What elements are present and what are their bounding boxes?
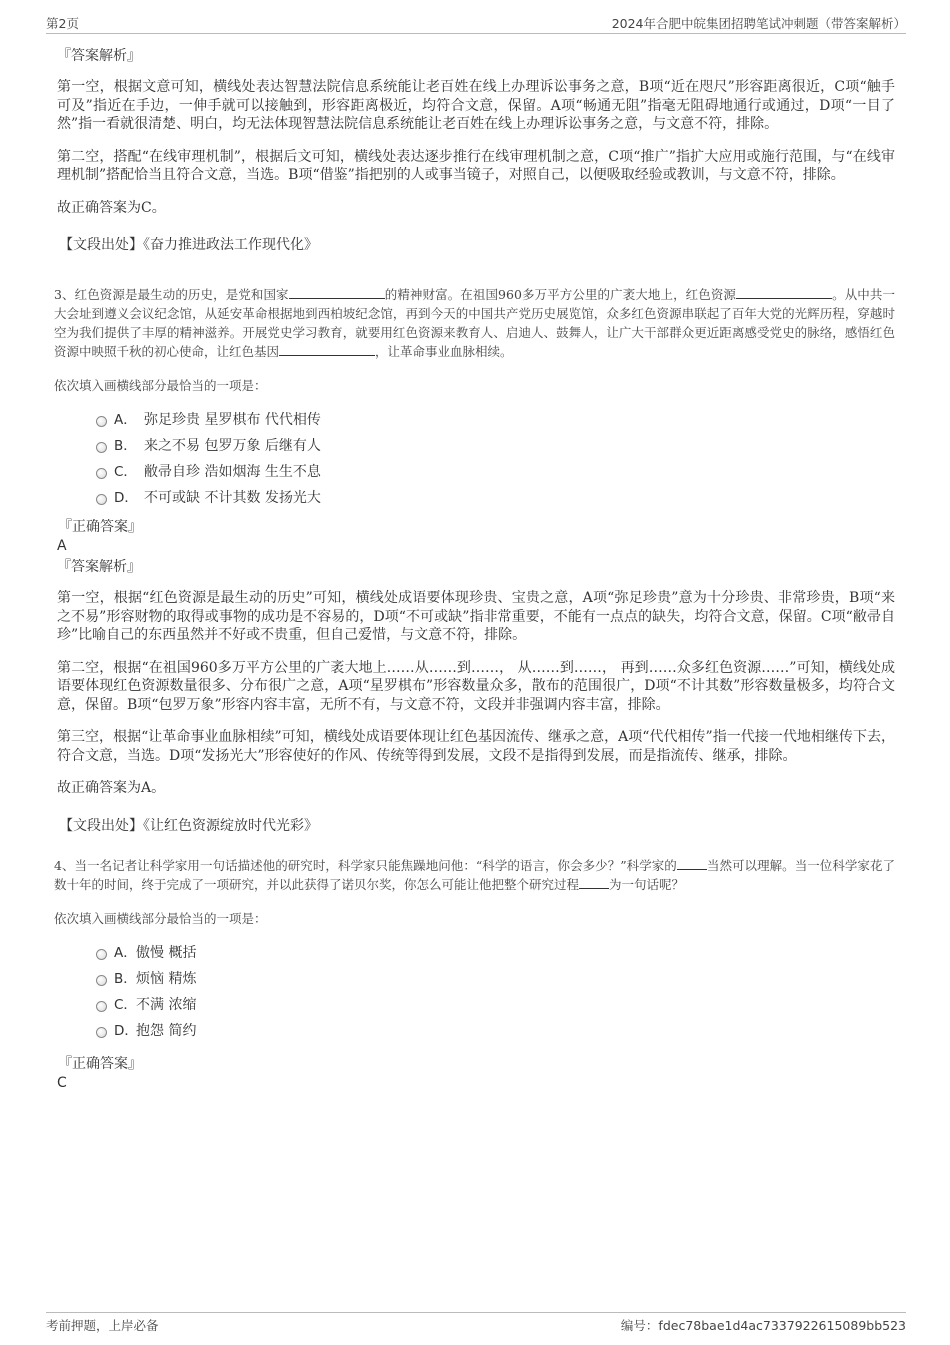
option-text: 抱怨 简约 (136, 1022, 197, 1039)
option-text: 不满 浓缩 (136, 996, 197, 1013)
source-label: 【文段出处】 (59, 237, 143, 253)
option-text: 不可或缺 不计其数 发扬光大 (144, 490, 321, 506)
option-text: 傲慢 概括 (136, 944, 197, 961)
radio-button[interactable] (96, 975, 107, 986)
q2-analysis-paragraph: 第一空，根据文意可知，横线处表达智慧法院信息系统能让老百姓在线上办理诉讼事务之意，B项“近在咫尺”形容距离很近，C项“触手可及”指近在手边，一伸手就可以接触到，形容距离极近，均符合文意，保留。A项“畅通无阻”指毫无阻碍地通行或通过，D项“一目了然”指一看就很清楚、明白，均无法体现智慧法院信息系统能让老百姓在线上办理诉讼事务之意，与文意不符，排除。 (57, 79, 895, 132)
q2-analysis-paragraph: 故正确答案为C。 (57, 199, 166, 216)
radio-button[interactable] (96, 442, 107, 453)
source-title: 《让红色资源绽放时代光彩》 (143, 817, 318, 834)
q3-stem-text: ，让革命事业血脉相续。 (375, 344, 513, 359)
q4-option-d[interactable] (96, 1020, 895, 1046)
q4-stem-text: 4、当一名记者让科学家用一句话描述他的研究时，科学家只能焦躁地问他：“科学的语言，你会多少？”科学家的 (54, 857, 677, 873)
document-code (621, 1316, 906, 1334)
fill-blank (677, 858, 707, 870)
q3-answer-label: 『正确答案』 (58, 519, 142, 535)
q3-option-c[interactable] (96, 461, 895, 487)
q4-stem-text: 为一句话呢？ (609, 876, 685, 892)
fill-blank (279, 344, 375, 356)
document-title: 2024年合肥中皖集团招聘笔试冲刺题（带答案解析） (611, 16, 906, 31)
radio-button[interactable] (96, 1001, 107, 1012)
option-text: 烦恼 精炼 (136, 970, 197, 987)
page-footer (46, 1312, 906, 1334)
radio-button[interactable] (96, 494, 107, 505)
option-text: 敝帚自珍 浩如烟海 生生不息 (144, 464, 321, 480)
q3-stem-text: 。从中共一大会址到遵义会议纪念馆，从延安革命根据地到西柏坡纪念馆，再到今天的中国共产党历史展览馆，众多红色资源串联起了百年大党的光辉历程，穿越时空为我们提供了丰厚的精神滋养。开展党史学习教育，就要用红色资源来教育人、启迪人、鼓舞人，让广大干部群众更近距离感受党史的脉络，感悟红色资源中映照千秋的初心使命，让红色基因 (54, 287, 895, 359)
q3-analysis-paragraph: 故正确答案为A。 (57, 780, 166, 796)
radio-button[interactable] (96, 1027, 107, 1038)
q3-option-d[interactable] (96, 487, 895, 513)
q3-analysis-paragraph: 第三空，根据“让革命事业血脉相续”可知，横线处成语要体现让红色基因流传、继承之意，A项“代代相传”指一代接一代地相继传下去，符合文意，当选。D项“发扬光大”形容使好的作风、传统等得到发展，文段不是指得到发展，而是指流传、继承，排除。 (57, 729, 895, 764)
radio-button[interactable] (96, 416, 107, 427)
q2-source (59, 235, 895, 255)
page-header (46, 12, 906, 34)
code-value: fdec78bae1d4ac7337922615089bb523 (658, 1318, 906, 1333)
option-letter: D． (114, 490, 138, 506)
fill-blank (579, 877, 609, 889)
source-label: 【文段出处】 (59, 817, 143, 834)
option-letter: A． (114, 412, 137, 428)
q3-option-b[interactable] (96, 435, 895, 461)
option-text: 来之不易 包罗万象 后继有人 (144, 438, 321, 454)
q4-options (96, 942, 895, 1046)
fill-blank (289, 287, 385, 299)
q4-answer-label: 『正确答案』 (58, 1055, 142, 1072)
fill-blank (736, 287, 832, 299)
option-letter: C． (114, 464, 137, 480)
page-number: 第2页 (46, 16, 79, 31)
q3-options (96, 409, 895, 513)
q3-stem-text: 3、红色资源是最生动的历史，是党和国家 (54, 287, 289, 302)
radio-button[interactable] (96, 949, 107, 960)
option-letter: B． (114, 970, 137, 987)
q3-answer-value: A (57, 538, 67, 554)
q3-option-a[interactable] (96, 409, 895, 435)
radio-button[interactable] (96, 468, 107, 479)
q4-option-a[interactable] (96, 942, 895, 968)
q2-analysis-paragraph: 第二空，搭配“在线审理机制”，根据后文可知，横线处表达逐步推行在线审理机制之意，C项“推广”指扩大应用或施行范围，与“在线审理机制”搭配恰当且符合文意，当选。B项“借鉴”指把别的人或事当镜子，对照自己，以便吸取经验或教训，与文意不符，排除。 (57, 148, 895, 183)
q3-analysis-paragraph: 第一空，根据“红色资源是最生动的历史”可知，横线处成语要体现珍贵、宝贵之意，A项“弥足珍贵”意为十分珍贵、非常珍贵，B项“来之不易”形容财物的取得或事物的成功是不容易的，D项“不可或缺”指非常重要，不能有一点点的缺失，均符合文意，保留。C项“敝帚自珍”比喻自己的东西虽然并不好或不贵重，但自己爱惜，与文意不符，排除。 (57, 590, 895, 643)
option-letter: C． (114, 996, 137, 1013)
main-content (54, 46, 895, 1092)
q3-analysis-label: 『答案解析』 (57, 559, 141, 575)
q4-instruction: 依次填入画横线部分最恰当的一项是： (54, 910, 267, 926)
q2-analysis-label: 『答案解析』 (57, 48, 141, 64)
source-title: 《奋力推进政法工作现代化》 (143, 237, 318, 253)
option-letter: D． (114, 1022, 138, 1039)
q3-stem-text: 的精神财富。在祖国960多万平方公里的广袤大地上，红色资源 (384, 287, 737, 302)
q4-stem-text: 当然可以理解。当一位科学家花了数十年的时间，终于完成了一项研究，并以此获得了诺贝尔奖，你怎么可能让他把整个研究过程 (54, 857, 895, 892)
q3-instruction: 依次填入画横线部分最恰当的一项是： (54, 378, 267, 393)
q3-source (59, 816, 895, 836)
option-letter: B． (114, 438, 137, 454)
option-text: 弥足珍贵 星罗棋布 代代相传 (144, 412, 321, 428)
q3-analysis-paragraph: 第二空，根据“在祖国960多万平方公里的广袤大地上……从……到……， 从……到……， 再到……众多红色资源……”可知，横线处成语要体现红色资源数量很多、分布很广之意，A项“星罗棋布”形容数量众多，散布的范围很广，D项“不计其数”形容数量极多，均符合文意，保留。B项“包罗万象”形容内容丰富，无所不有，与文意不符，文段并非强调内容丰富，排除。 (57, 659, 895, 713)
q4-stem (54, 856, 895, 894)
q3-stem (54, 285, 895, 361)
q4-option-c[interactable] (96, 994, 895, 1020)
q4-answer-value: C (57, 1074, 67, 1091)
footer-slogan: 考前押题，上岸必备 (46, 1318, 159, 1333)
q4-option-b[interactable] (96, 968, 895, 994)
code-label: 编号： (620, 1318, 659, 1333)
option-letter: A． (114, 944, 137, 961)
